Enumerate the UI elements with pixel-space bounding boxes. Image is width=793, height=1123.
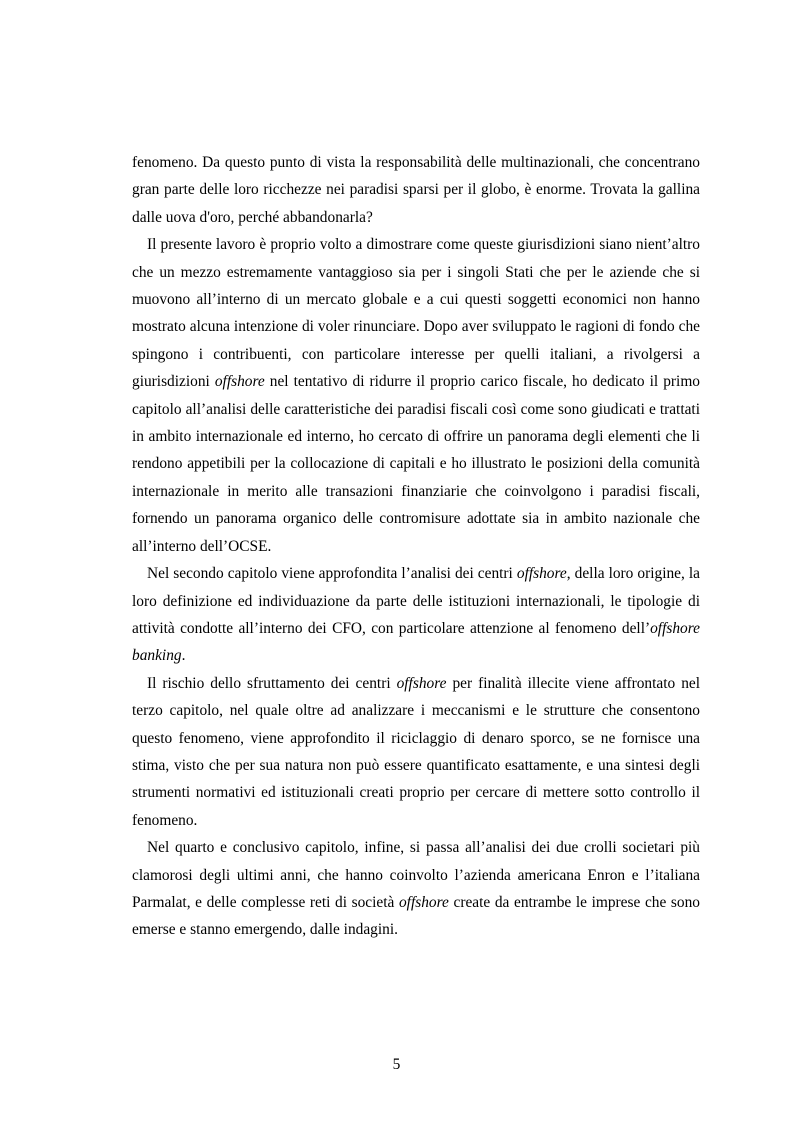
paragraph-4 xyxy=(132,670,700,834)
paragraph-3-italic-term-2: offshore banking xyxy=(132,619,700,665)
paragraph-2-italic-term: offshore xyxy=(214,373,265,391)
paragraph-1-segment-1: fenomeno. Da questo punto di vista la responsabilità delle multinazionali, che concentrano gran parte delle loro ricchezze nei paradisi sparsi per il globo, è enorme. Trovata la gallina dalle uova d'oro, perché abbandonarla? xyxy=(132,154,700,226)
paragraph-4-segment-1: Il rischio dello sfruttamento dei centri xyxy=(147,674,397,692)
paragraph-3-segment-1: Nel secondo capitolo viene approfondita l’analisi dei centri xyxy=(147,565,517,583)
paragraph-5-italic-term: offshore xyxy=(398,893,449,911)
paragraph-3-segment-3: , della loro origine, la loro definizione ed individuazione da parte delle istituzioni internazionali, le tipologie di attività condotte all’interno dei CFO, con particolare attenzione al fenomeno dell’ xyxy=(132,565,700,637)
paragraph-5 xyxy=(132,834,700,944)
paragraph-3-italic-term-1: offshore xyxy=(516,565,567,583)
paragraph-2-segment-3: nel tentativo di ridurre il proprio carico fiscale, ho dedicato il primo capitolo all’analisi delle caratteristiche dei paradisi fiscali così come sono giudicati e trattati in ambito internazionale ed interno, ho cercato di offrire un panorama degli elementi che li rendono appetibili per la collocazione di capitali e ho illustrato le posizioni della comunità internazionale in merito alle transazioni finanziarie che coinvolgono i paradisi fiscali, fornendo un panorama organico delle contromisure adottate sia in ambito nazionale che all’interno dell’OCSE. xyxy=(132,373,700,555)
page-number: 5 xyxy=(392,1056,401,1073)
paragraph-3-segment-5: . xyxy=(181,647,186,665)
paragraph-3 xyxy=(132,560,700,670)
paragraph-2 xyxy=(132,231,700,560)
paragraph-1 xyxy=(132,149,700,231)
paragraph-4-segment-3: per finalità illecite viene affrontato nel terzo capitolo, nel quale oltre ad analizzare i meccanismi e le strutture che consentono questo fenomeno, viene approfondito il riciclaggio di denaro sporco, se ne fornisce una stima, visto che per sua natura non può essere quantificato esattamente, e una sintesi degli strumenti normativi ed istituzionali creati proprio per cercare di mettere sotto controllo il fenomeno. xyxy=(132,674,700,829)
paragraph-4-italic-term: offshore xyxy=(396,674,447,692)
paragraph-2-segment-1: Il presente lavoro è proprio volto a dimostrare come queste giurisdizioni siano nient’altro che un mezzo estremamente vantaggioso sia per i singoli Stati che per le aziende che si muovono all’interno di un mercato globale e a cui questi soggetti economici non hanno mostrato alcuna intenzione di voler rinunciare. Dopo aver sviluppato le ragioni di fondo che spingono i contribuenti, con particolare interesse per quelli italiani, a rivolgersi a giurisdizioni xyxy=(132,236,700,391)
paragraph-5-segment-1: Nel quarto e conclusivo capitolo, infine, si passa all’analisi dei due crolli societari più clamorosi degli ultimi anni, che hanno coinvolto l’azienda americana Enron e l’italiana Parmalat, e delle complesse reti di società xyxy=(132,839,700,911)
paragraph-5-segment-3: create da entrambe le imprese che sono emerse e stanno emergendo, dalle indagini. xyxy=(132,893,701,939)
body-text xyxy=(132,149,700,944)
